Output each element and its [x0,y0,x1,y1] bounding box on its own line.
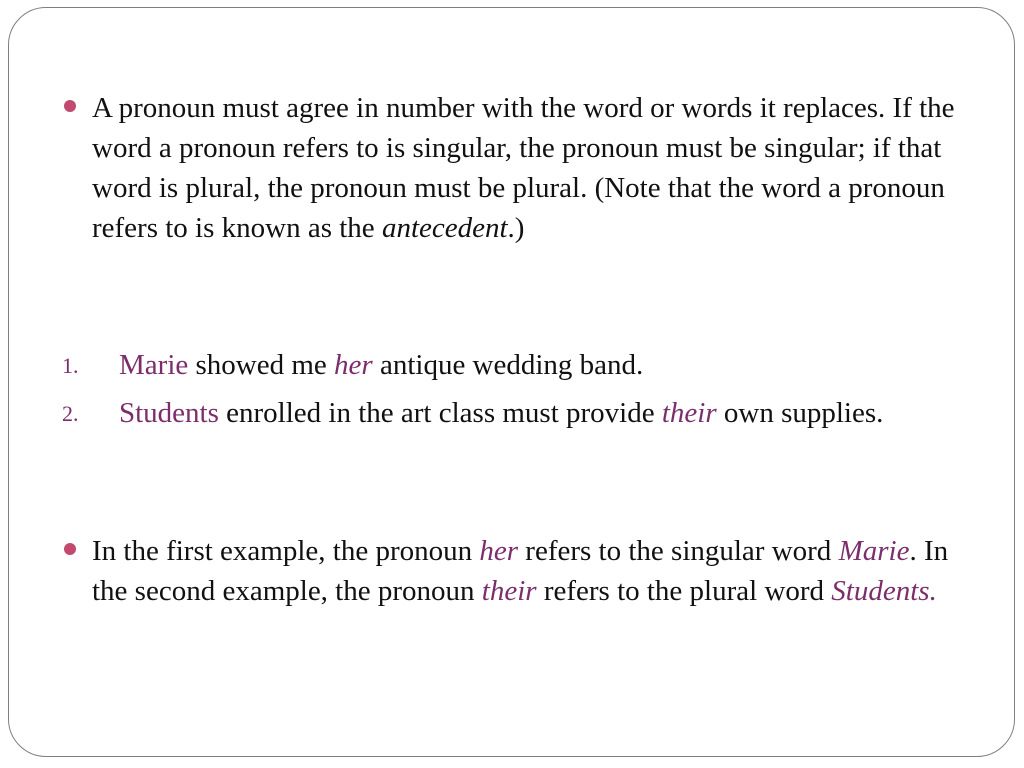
example-text: antique wedding band. [372,349,644,381]
explanation-text: refers to the plural word [536,575,832,607]
rule-paragraph [92,88,972,248]
example-text: enrolled in the art class must provide [218,397,662,429]
antecedent-term: antecedent [381,212,508,244]
example-number: 2. [62,401,79,426]
example-text: showed me [188,349,335,381]
example-pronoun: her [334,349,373,381]
bullet-dot [64,543,76,555]
pronoun-her: her [479,535,519,567]
pronoun-their: their [481,575,537,607]
explanation-text: refers to the singular word [518,535,839,567]
example-number: 1. [62,353,79,378]
explanation-text: In the first example, the pronoun [92,535,480,567]
rule-text: A pronoun must agree in number with the word or words it replaces. If the word a pronoun refers to is singular, the pronoun must be singular; if that word is plural, the pronoun must be plural. (Note that the word a pronoun refers to is known as the [92,92,955,244]
example-subject: Students [119,397,219,429]
explanation-paragraph [92,531,972,611]
example-subject: Marie [119,349,189,381]
word-students: Students. [831,575,937,607]
word-marie: Marie [838,535,910,567]
bullet-dot [64,100,76,112]
example-pronoun: their [661,397,717,429]
explanation-text: . In the second example, the pronoun [92,535,949,607]
example-item [119,345,979,385]
example-item [119,393,979,433]
example-text: own supplies. [716,397,884,429]
rule-end: .) [507,212,525,244]
